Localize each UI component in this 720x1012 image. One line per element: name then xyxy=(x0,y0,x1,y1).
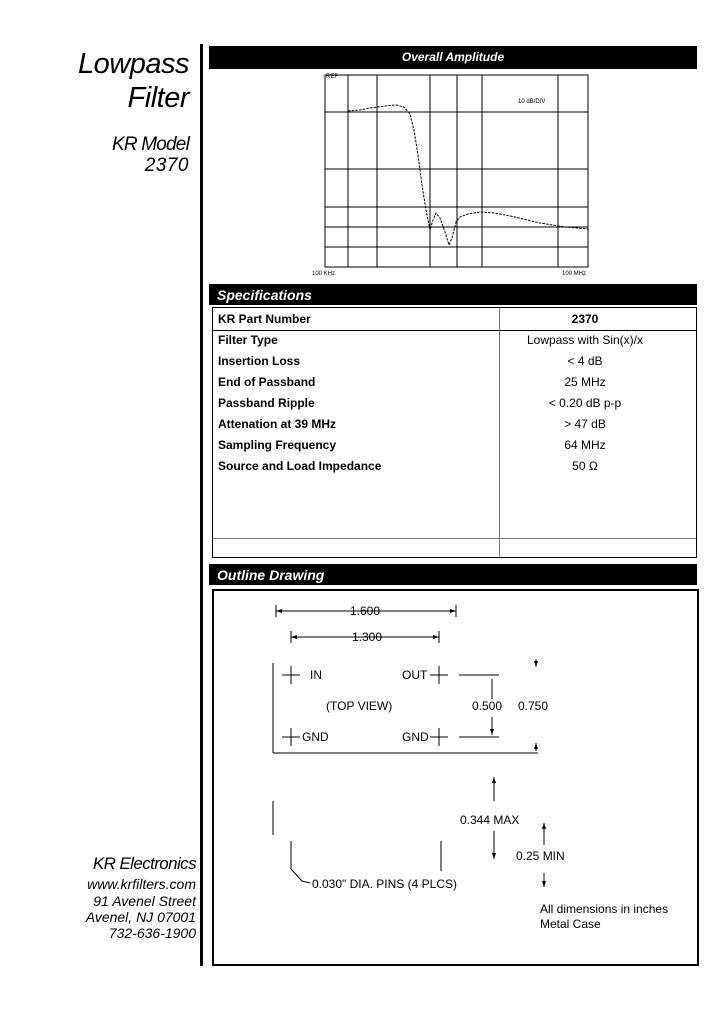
dim-pin-spacing: 1.300 xyxy=(352,630,383,644)
spec-value: > 47 dB xyxy=(564,417,606,431)
model-prefix: KR Model xyxy=(111,134,189,155)
spec-row xyxy=(213,456,696,477)
x-stop-label: 100 MHz xyxy=(562,271,587,277)
ref-label: REF xyxy=(326,74,338,80)
spec-value: < 0.20 dB p-p xyxy=(548,396,622,410)
spec-label: KR Part Number xyxy=(218,312,311,326)
dimension-arrows xyxy=(276,609,549,887)
company-website[interactable]: www.krfilters.com xyxy=(87,876,196,892)
amplitude-trace xyxy=(348,105,588,245)
pin-leader xyxy=(291,841,310,883)
case-note: Metal Case xyxy=(540,917,601,931)
dimensions-note: All dimensions in inches xyxy=(540,902,669,916)
dim-max: 0.344 MAX xyxy=(460,813,520,827)
view-label: (TOP VIEW) xyxy=(326,699,393,713)
spec-label: End of Passband xyxy=(218,375,316,389)
spec-label: Insertion Loss xyxy=(218,354,301,368)
company-city: Avenel, NJ 07001 xyxy=(85,909,196,925)
spec-row xyxy=(213,330,696,351)
title-line-2: Filter xyxy=(127,82,189,114)
scale-label: 10 dB/DIV xyxy=(518,99,546,105)
spec-value: 2370 xyxy=(571,312,599,326)
amplitude-heading: Overall Amplitude xyxy=(209,46,697,69)
spec-row xyxy=(213,435,696,456)
x-start-label: 100 KHz xyxy=(312,271,336,277)
specs-footer-rule xyxy=(213,538,696,539)
spec-value: 50 Ω xyxy=(572,459,598,473)
company-phone: 732-636-1900 xyxy=(108,925,196,941)
pin-out-label: OUT xyxy=(402,668,428,682)
spec-label: Source and Load Impedance xyxy=(218,459,382,473)
pin-gnd-left-label: GND xyxy=(302,730,329,744)
title-line-1: Lowpass xyxy=(78,48,189,80)
spec-row xyxy=(213,309,696,330)
specs-heading: Specifications xyxy=(209,284,697,305)
spec-value: 64 MHz xyxy=(564,438,606,452)
spec-row xyxy=(213,372,696,393)
spec-label: Filter Type xyxy=(218,333,278,347)
dim-min: 0.25 MIN xyxy=(516,849,565,863)
amplitude-plot xyxy=(300,70,610,282)
specs-table xyxy=(212,307,697,558)
spec-value: 25 MHz xyxy=(564,375,606,389)
pins-label: 0.030" DIA. PINS (4 PLCS) xyxy=(312,877,457,891)
model-number: 2370 xyxy=(144,155,189,176)
dim-length: 1.600 xyxy=(350,604,381,618)
pin-in-label: IN xyxy=(310,668,322,682)
spec-label: Attenation at 39 MHz xyxy=(218,417,337,431)
spec-value: < 4 dB xyxy=(567,354,603,368)
vertical-divider xyxy=(200,44,203,966)
spec-row xyxy=(213,393,696,414)
spec-row xyxy=(213,351,696,372)
spec-label: Passband Ripple xyxy=(218,396,315,410)
plot-gridlines xyxy=(325,75,588,267)
outline-heading: Outline Drawing xyxy=(209,564,697,585)
spec-row xyxy=(213,414,696,435)
company-street: 91 Avenel Street xyxy=(93,893,196,909)
spec-label: Sampling Frequency xyxy=(218,438,337,452)
dim-width: 0.750 xyxy=(518,699,549,713)
top-view-lines xyxy=(273,605,544,887)
company-name: KR Electronics xyxy=(92,854,196,873)
pin-gnd-right-label: GND xyxy=(402,730,429,744)
spec-value: Lowpass with Sin(x)/x xyxy=(526,333,644,347)
dim-height: 0.500 xyxy=(472,699,503,713)
